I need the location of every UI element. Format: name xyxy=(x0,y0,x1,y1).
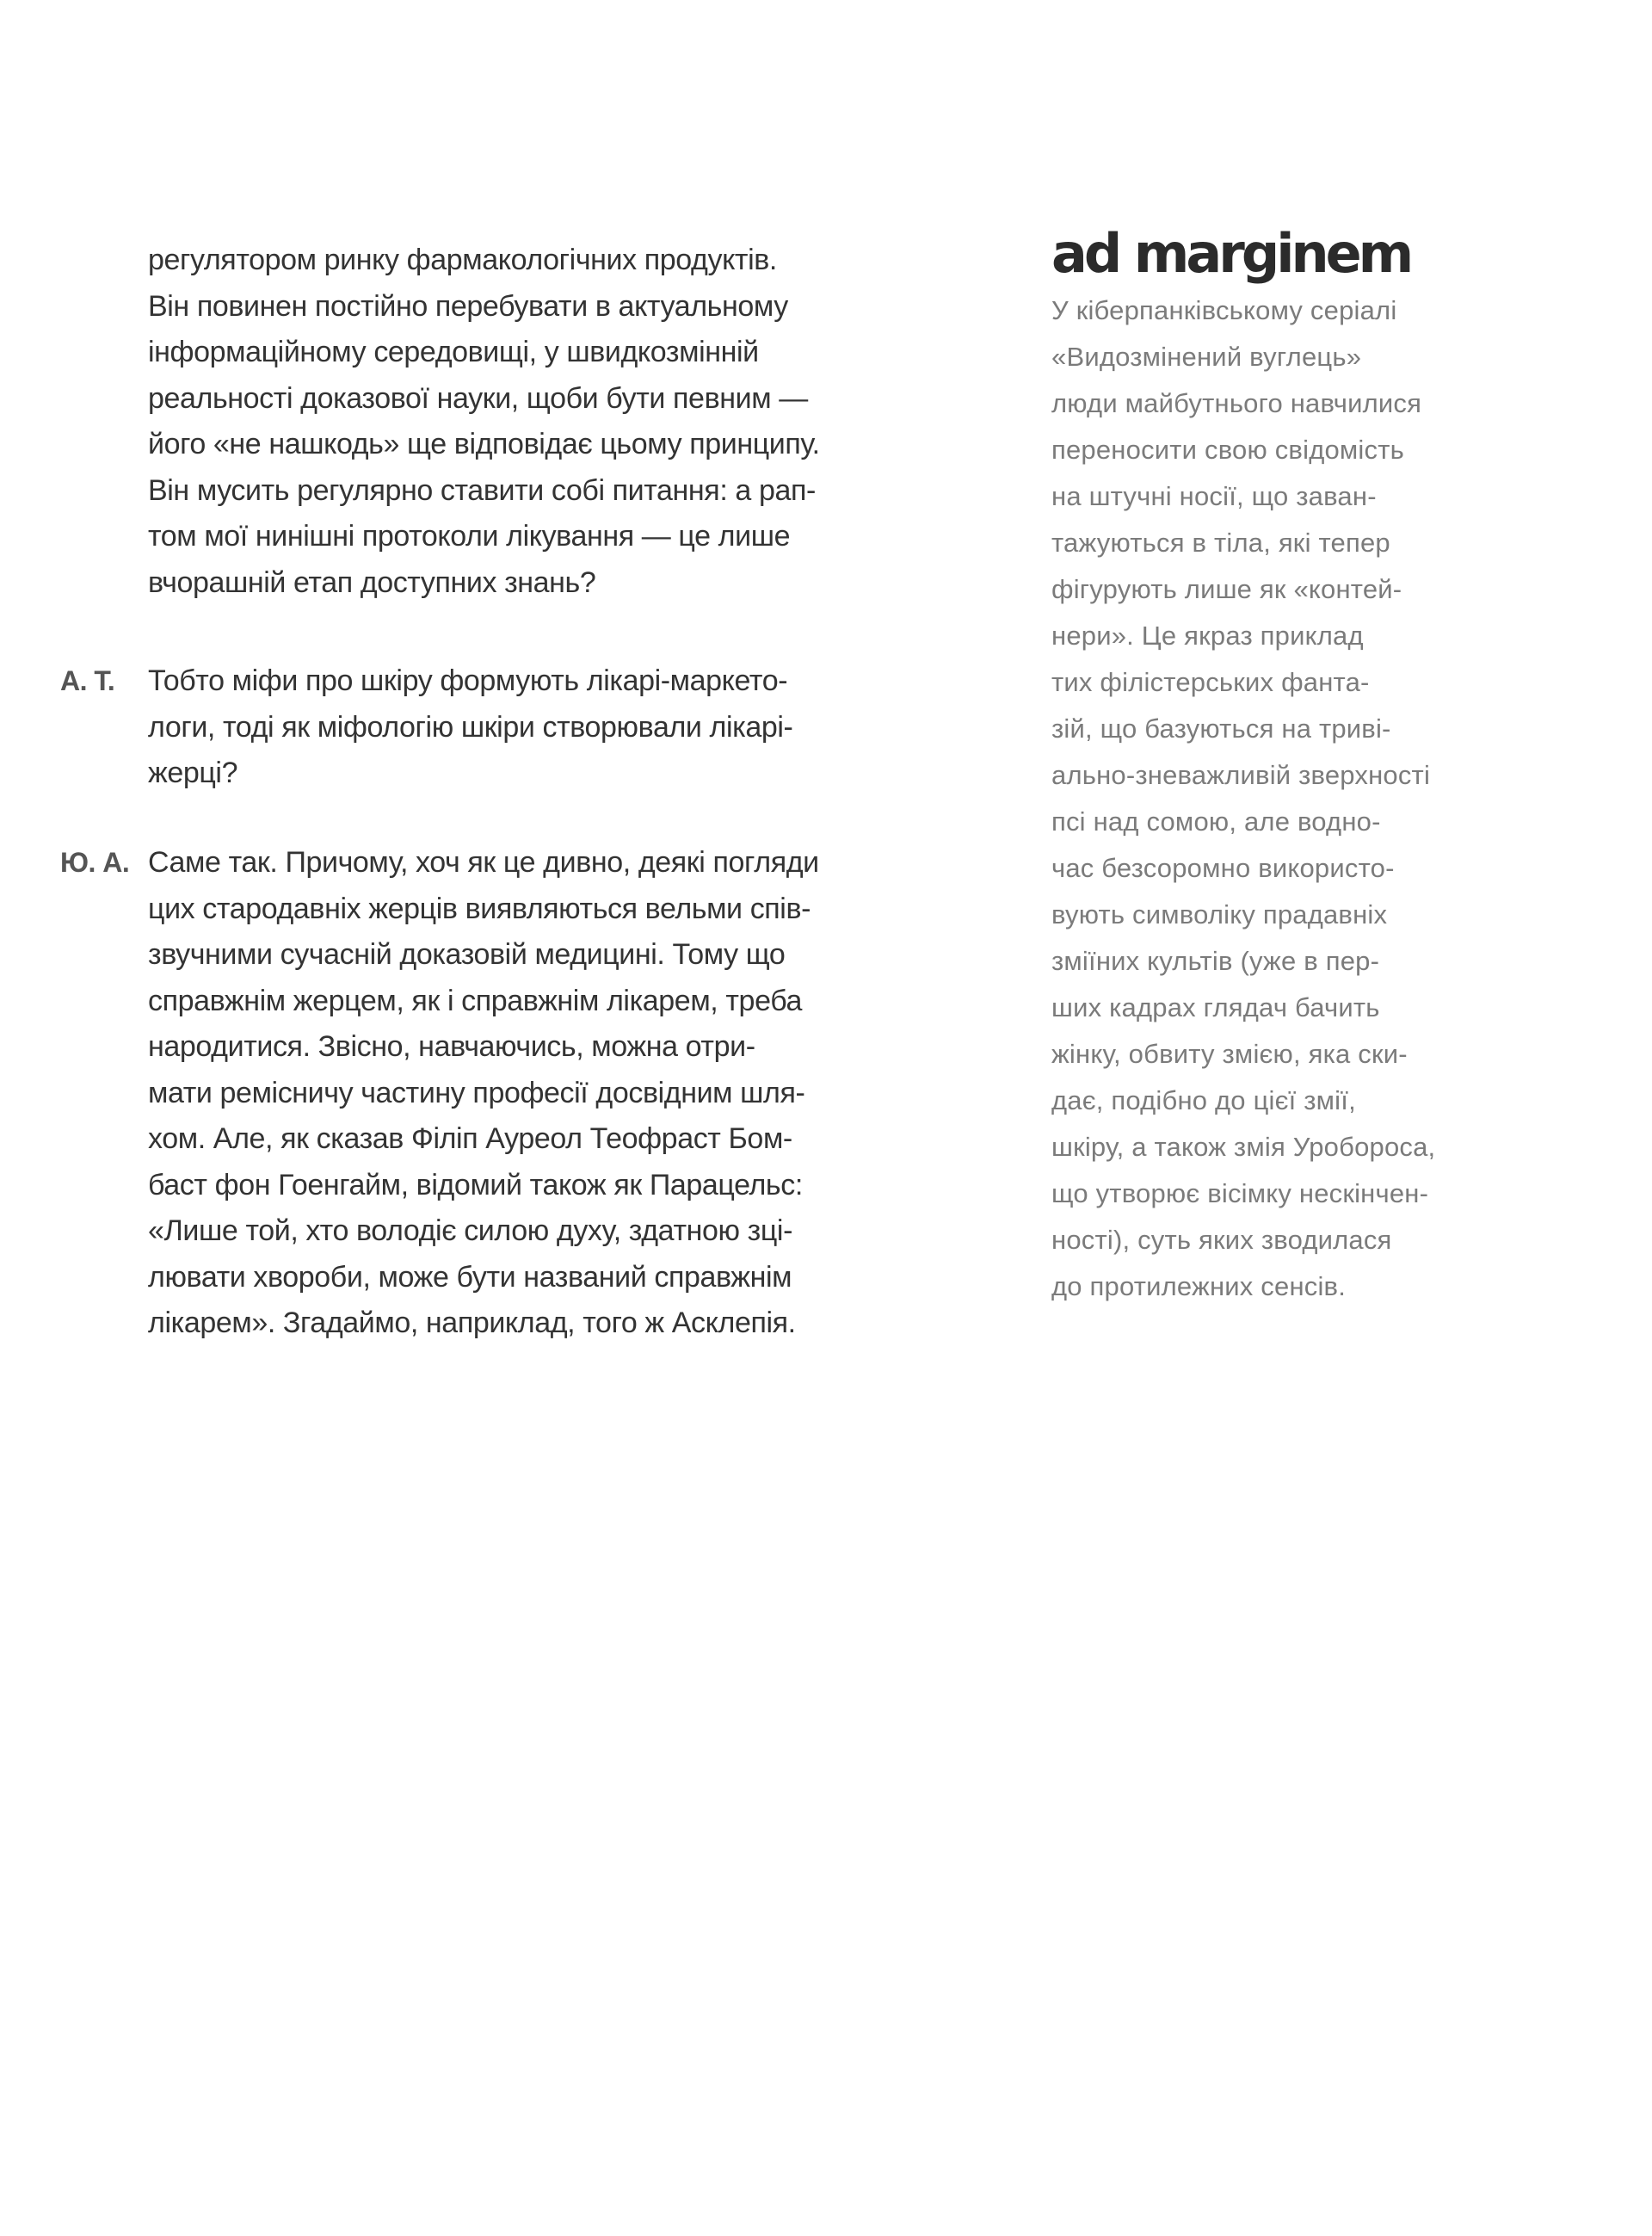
paragraph-continuation xyxy=(148,238,820,606)
margin-text-line: ально-зневажливій зверхності xyxy=(1051,760,1431,790)
margin-note xyxy=(1051,222,1499,1310)
margin-text-line: зміїних культів (уже в пер- xyxy=(1051,946,1380,976)
margin-text-line: дає, подібно до цієї змії, xyxy=(1051,1085,1356,1115)
margin-text-line: ності), суть яких зводилася xyxy=(1051,1225,1392,1255)
text-line: вчорашній етап доступних знань? xyxy=(148,565,596,599)
margin-text-line: «Видозмінений вуглець» xyxy=(1051,342,1362,372)
text-line: Саме так. Причому, хоч як це дивно, деякі погляди xyxy=(148,846,819,879)
margin-text-line: нери». Це якраз приклад xyxy=(1051,621,1364,651)
margin-text-line: тих філістерських фанта- xyxy=(1051,667,1370,697)
text-line: жерці? xyxy=(148,757,238,789)
margin-text-line: люди майбутнього навчилися xyxy=(1051,388,1422,418)
speaker-label: А. Т. xyxy=(60,665,115,696)
margin-text-line: жінку, обвиту змією, яка ски- xyxy=(1051,1039,1408,1069)
text-line: Тобто міфи про шкіру формують лікарі-маркето- xyxy=(148,664,788,697)
margin-text-line: що утворює вісімку нескінчен- xyxy=(1051,1178,1429,1208)
margin-text-line: псі над сомою, але водно- xyxy=(1051,806,1381,837)
text-line: баст фон Гоенгайм, відомий також як Парацельс: xyxy=(148,1168,803,1201)
text-line: цих стародавніх жерців виявляються вельми спів- xyxy=(148,892,811,925)
exchange-question xyxy=(60,658,793,797)
text-line: звучними сучасній доказовій медицині. Тому що xyxy=(148,938,786,971)
margin-text-line: до протилежних сенсів. xyxy=(1051,1271,1347,1301)
speaker-label: Ю. А. xyxy=(60,847,130,878)
margin-text-line: ших кадрах глядач бачить xyxy=(1051,992,1380,1022)
margin-note-body xyxy=(1051,287,1499,1310)
text-line: його «не нашкодь» ще відповідає цьому принципу. xyxy=(148,428,820,460)
margin-text-line: на штучні носії, що заван- xyxy=(1051,481,1377,511)
margin-text-line: фігурують лише як «контей- xyxy=(1051,574,1402,604)
margin-text-line: У кіберпанківському серіалі xyxy=(1051,295,1397,325)
exchange-answer xyxy=(60,840,819,1347)
text-line: Він мусить регулярно ставити собі питання: а рап- xyxy=(148,473,816,507)
margin-text-line: зій, що базуються на триві- xyxy=(1051,713,1391,744)
text-line: справжнім жерцем, як і справжнім лікарем, треба xyxy=(148,984,802,1017)
text-line: регулятором ринку фармакологічних продуктів. xyxy=(148,244,777,276)
text-line: Він повинен постійно перебувати в актуальному xyxy=(148,289,788,323)
text-line: інформаційному середовищі, у швидкозмінній xyxy=(148,336,759,368)
margin-text-line: шкіру, а також змія Уробороса, xyxy=(1051,1132,1436,1162)
text-line: народитися. Звісно, навчаючись, можна отри- xyxy=(148,1030,755,1063)
text-line: лювати хвороби, може бути названий справжнім xyxy=(148,1260,792,1294)
text-line: реальності доказової науки, щоби бути певним — xyxy=(148,381,808,415)
text-line: мати ремісничу частину професії досвідним шля- xyxy=(148,1076,805,1109)
margin-text-line: тажуються в тіла, які тепер xyxy=(1051,528,1390,558)
margin-text-line: вують символіку прадавніх xyxy=(1051,899,1388,930)
margin-text-line: переносити свою свідомість xyxy=(1051,435,1404,465)
text-line: том мої нинішні протоколи лікування — це лише xyxy=(148,520,791,553)
margin-note-heading: ad marginem xyxy=(1051,222,1411,285)
margin-text-line: час безсоромно використо- xyxy=(1051,853,1395,883)
text-line: логи, тоді як міфологію шкіри створювали лікарі- xyxy=(148,710,793,744)
text-line: «Лише той, хто володіє силою духу, здатною зці- xyxy=(148,1214,792,1247)
text-line: хом. Але, як сказав Філіп Ауреол Теофраст Бом- xyxy=(148,1122,792,1155)
text-line: лікарем». Згадаймо, наприклад, того ж Асклепія. xyxy=(148,1306,796,1339)
